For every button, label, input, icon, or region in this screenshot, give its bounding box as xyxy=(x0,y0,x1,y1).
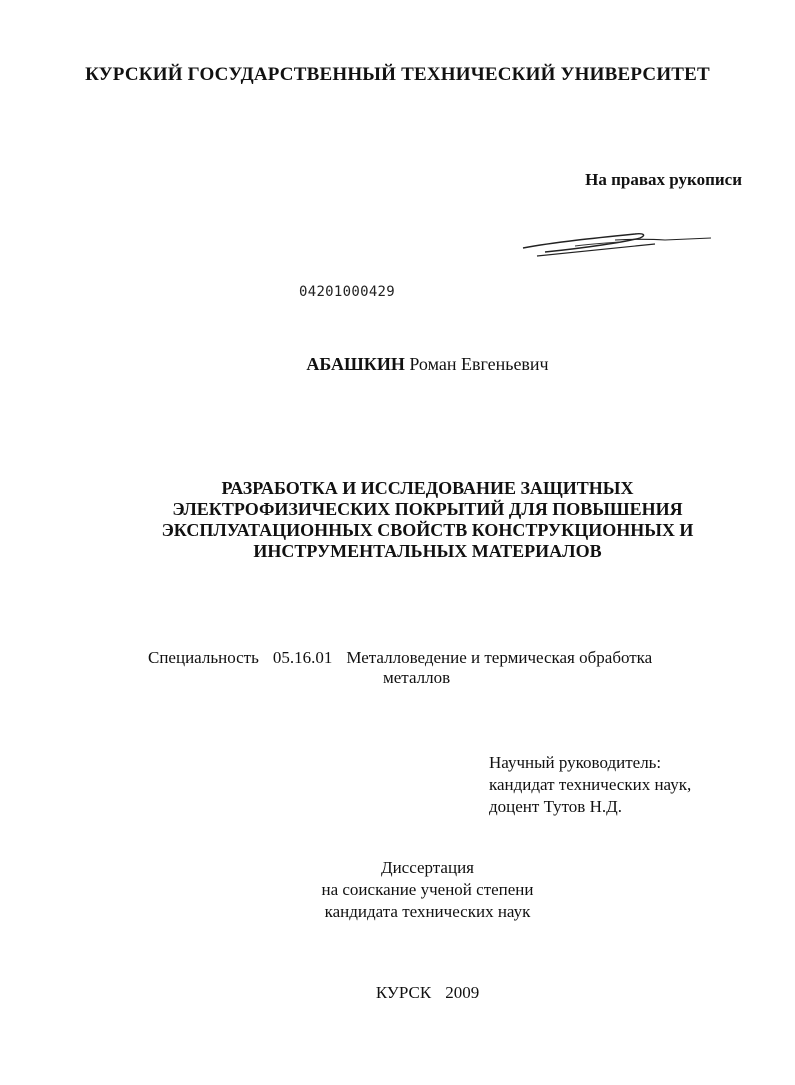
scientific-advisor xyxy=(489,752,691,818)
advisor-role: Научный руководитель: xyxy=(489,753,662,772)
specialty-line xyxy=(148,647,652,668)
year: 2009 xyxy=(445,983,480,1002)
specialty-code: 05.16.01 xyxy=(272,648,333,667)
university-name: КУРСКИЙ ГОСУДАРСТВЕННЫЙ ТЕХНИЧЕСКИЙ УНИВЕРСИТЕТ xyxy=(85,64,710,85)
author-given-names: Роман Евгеньевич xyxy=(409,354,549,374)
dissertation-line: кандидата технических наук xyxy=(324,902,531,921)
specialty-label: Специальность xyxy=(148,648,259,667)
advisor-degree: кандидат технических наук, xyxy=(489,775,692,794)
author-surname: АБАШКИН xyxy=(306,354,405,374)
dissertation-line: Диссертация xyxy=(380,858,474,877)
dissertation-note xyxy=(200,857,655,923)
catalog-number: 04201000429 xyxy=(299,284,396,300)
dissertation-line: на соискание ученой степени xyxy=(321,880,534,899)
title-line: ИНСТРУМЕНТАЛЬНЫХ МАТЕРИАЛОВ xyxy=(253,541,602,561)
title-line: ЭЛЕКТРОФИЗИЧЕСКИХ ПОКРЫТИЙ ДЛЯ ПОВЫШЕНИЯ xyxy=(172,499,683,519)
title-line: РАЗРАБОТКА И ИССЛЕДОВАНИЕ ЗАЩИТНЫХ xyxy=(221,478,634,498)
author-name xyxy=(0,354,795,375)
handwritten-signature xyxy=(515,226,715,266)
specialty-name-continued: металлов xyxy=(383,668,451,687)
title-line: ЭКСПЛУАТАЦИОННЫХ СВОЙСТВ КОНСТРУКЦИОННЫХ И xyxy=(161,520,694,540)
city: КУРСК xyxy=(375,983,432,1002)
advisor-name: доцент Тутов Н.Д. xyxy=(489,797,622,816)
specialty-name: Металловедение и термическая обработка xyxy=(346,648,653,667)
place-and-year xyxy=(200,983,655,1003)
manuscript-note: На правах рукописи xyxy=(585,170,742,189)
dissertation-title xyxy=(100,478,755,562)
